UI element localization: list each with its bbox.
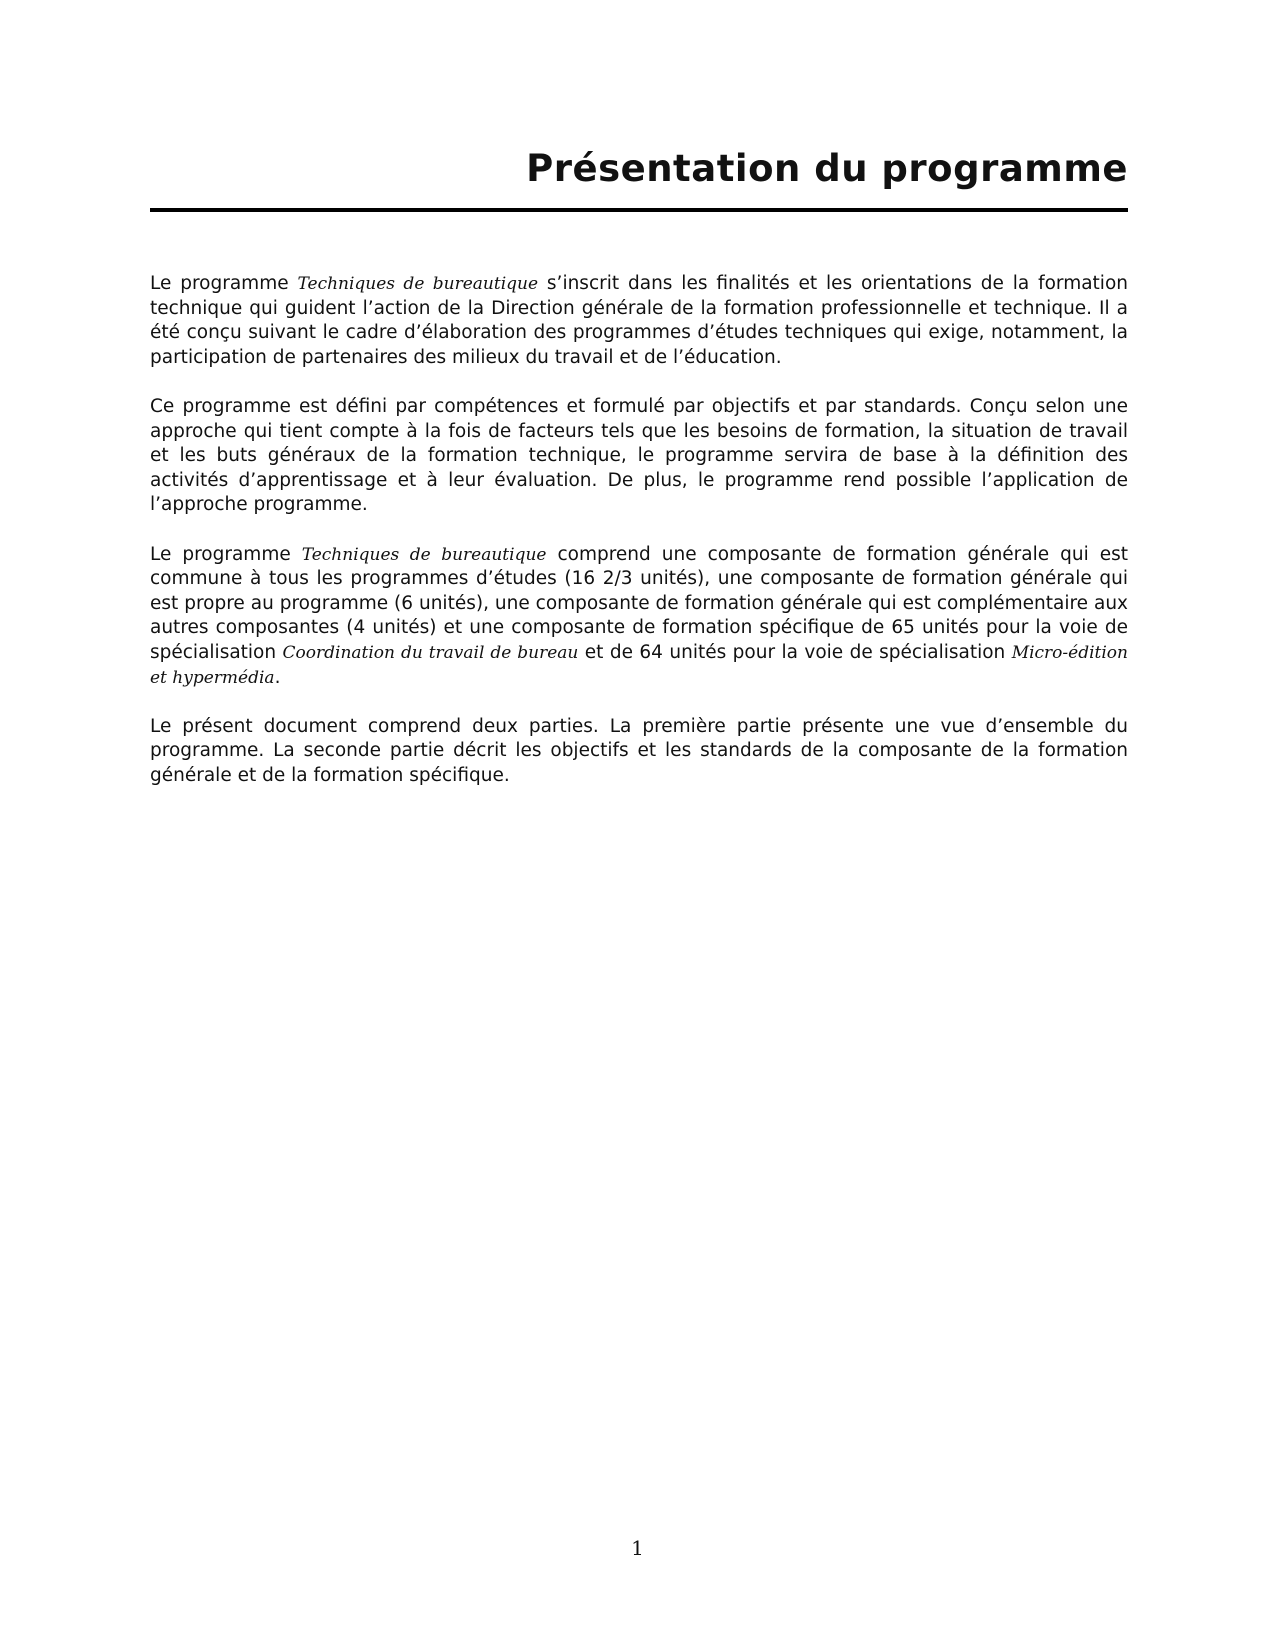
paragraph-approach: Ce programme est défini par compétences et formulé par objectifs et par standards. Conçu selon une approche qui tient compte à la fois de facteurs tels que les besoins de formation, la situation de travail et les buts généraux de la formation technique, le programme servira de base à la définition des activités d’apprentissage et à leur évaluation. De plus, le programme rend possible l’application de l’approche programme. <box>150 395 1128 516</box>
title-divider <box>150 208 1128 212</box>
paragraph-components <box>150 543 1128 691</box>
document-body <box>150 272 1128 813</box>
paragraph-text: et de 64 unités pour la voie de spécialisation <box>578 641 1012 663</box>
specialization-name: Coordination du travail de bureau <box>282 642 579 663</box>
paragraph-text: Le programme <box>150 543 302 565</box>
paragraph-introduction <box>150 272 1128 370</box>
paragraph-text: s’inscrit dans les finalités et les orientations de la formation technique qui guident l’action de la Direction générale de la formation professionnelle et technique. Il a été conçu suivant le cadre d’élaboration des programmes d’études techniques qui exige, notamment, la participation de partenaires des milieux du travail et de l’éducation. <box>150 273 1128 368</box>
paragraph-text: comprend une composante de formation générale qui est commune à tous les programmes d’études (16 2/3 unités), une composante de formation générale qui est propre au programme (6 unités), une composante de formation générale qui est complémentaire aux autres composantes (4 unités) et une composante de formation spécifique de 65 unités pour la voie de spécialisation <box>150 543 1128 663</box>
program-name: Techniques de bureautique <box>301 544 547 565</box>
paragraph-text: . <box>274 666 281 688</box>
paragraph-text: Le programme <box>150 273 298 294</box>
program-name: Techniques de bureautique <box>297 274 539 294</box>
paragraph-document-structure: Le présent document comprend deux parties. La première partie présente une vue d’ensemble du programme. La seconde partie décrit les objectifs et les standards de la composante de la formation générale et de la formation spécifique. <box>150 715 1128 786</box>
page-title: Présentation du programme <box>526 147 1128 190</box>
page-number: 1 <box>631 1536 644 1560</box>
specialization-name: Micro-édition et hypermédia <box>150 642 1128 688</box>
